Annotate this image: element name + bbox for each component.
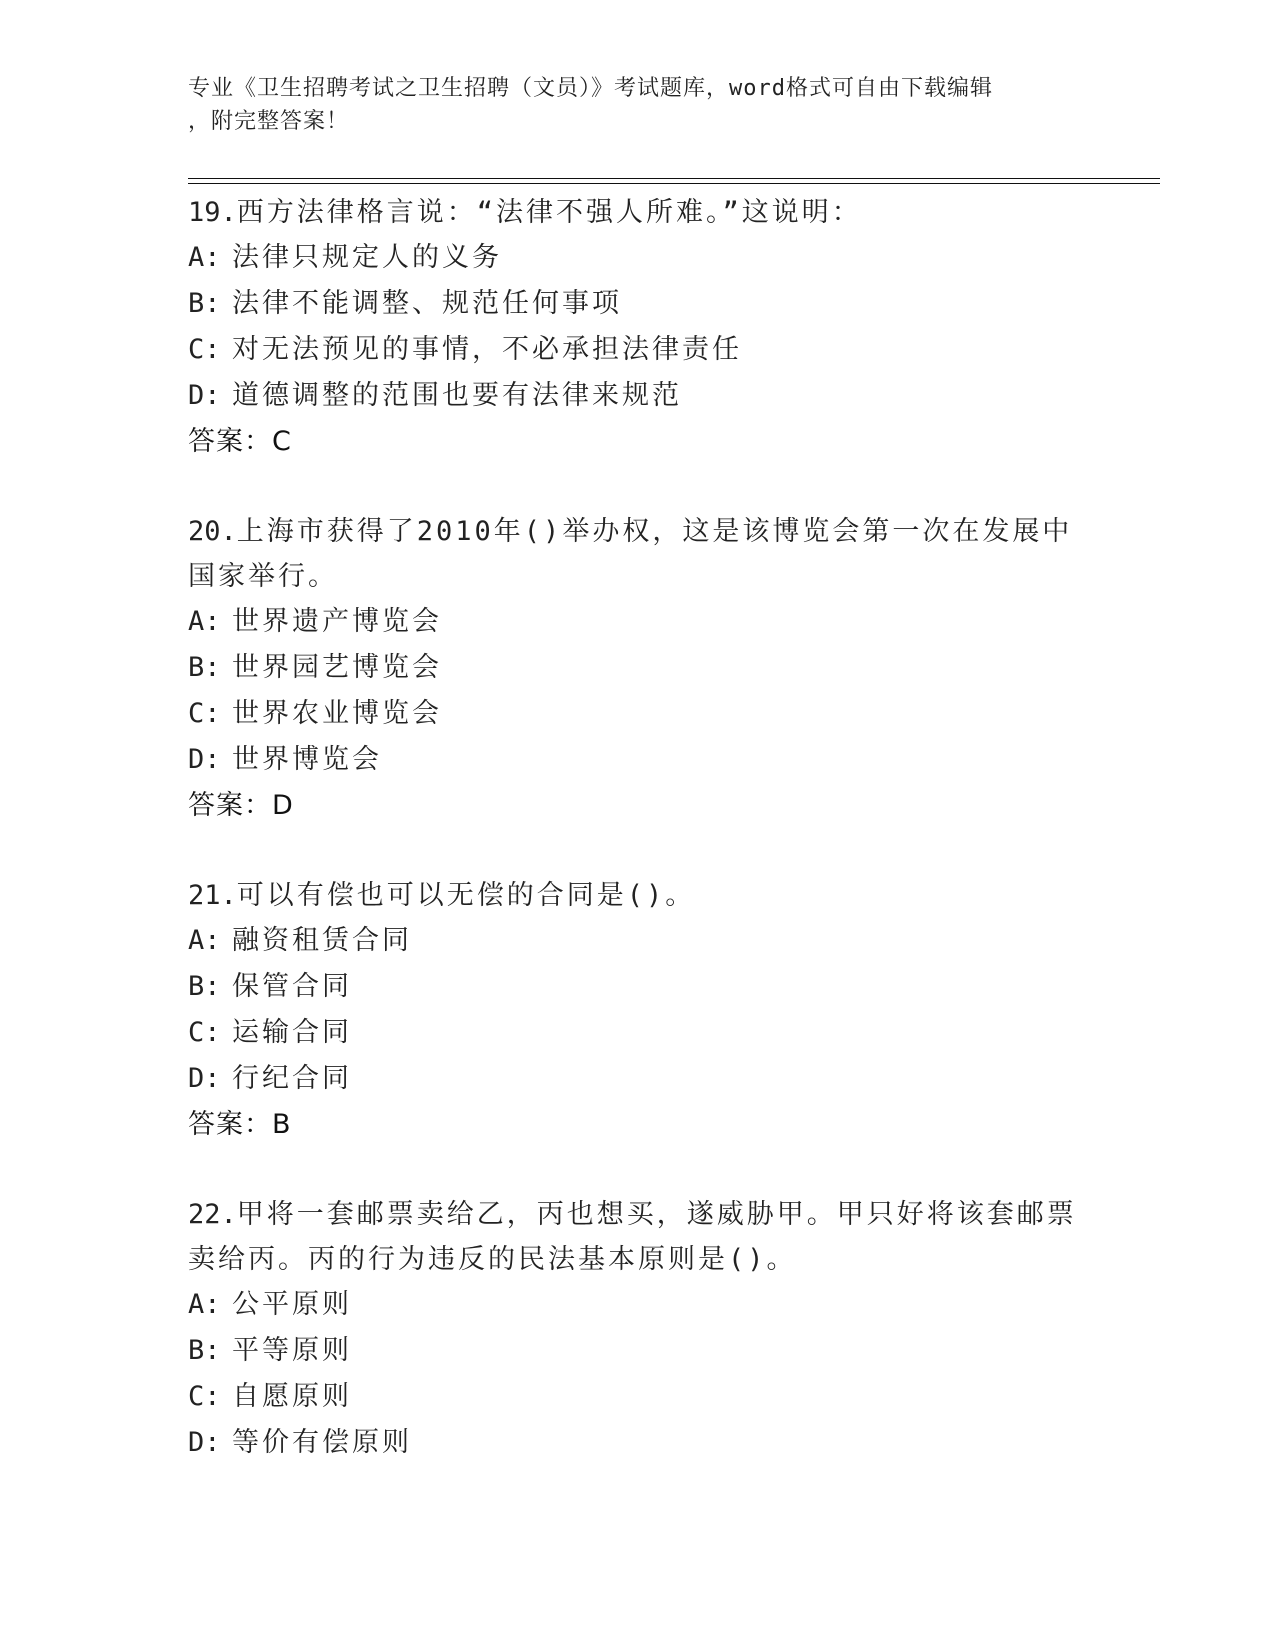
answer-line: 答案：C bbox=[188, 426, 292, 457]
option-text: 世界农业博览会 bbox=[232, 698, 442, 729]
option-d bbox=[188, 1056, 1088, 1102]
question-number: 22. bbox=[188, 1199, 237, 1230]
option-text: 法律只规定人的义务 bbox=[232, 242, 502, 273]
question-stem: 可以有偿也可以无偿的合同是()。 bbox=[236, 880, 696, 911]
question-text bbox=[188, 1192, 1088, 1282]
question-list bbox=[188, 190, 1088, 1510]
option-b bbox=[188, 964, 1088, 1010]
option-key: B: bbox=[188, 1335, 221, 1366]
option-key: B: bbox=[188, 288, 221, 319]
option-b bbox=[188, 1328, 1088, 1374]
option-text: 保管合同 bbox=[232, 971, 352, 1002]
question-stem: 上海市获得了2010年()举办权，这是该博览会第一次在发展中国家举行。 bbox=[188, 516, 1073, 592]
option-key: D: bbox=[188, 1063, 221, 1094]
question-stem: 西方法律格言说：“法律不强人所难。”这说明： bbox=[236, 197, 862, 228]
option-key: C: bbox=[188, 334, 221, 365]
question-20 bbox=[188, 509, 1088, 829]
option-text: 道德调整的范围也要有法律来规范 bbox=[232, 380, 682, 411]
option-text: 对无法预见的事情，不必承担法律责任 bbox=[232, 334, 742, 365]
option-a bbox=[188, 1282, 1088, 1328]
option-text: 等价有偿原则 bbox=[232, 1427, 412, 1458]
option-text: 世界园艺博览会 bbox=[232, 652, 442, 683]
option-key: D: bbox=[188, 744, 221, 775]
answer-line: 答案：B bbox=[188, 1109, 292, 1140]
option-key: B: bbox=[188, 971, 221, 1002]
option-key: D: bbox=[188, 1427, 221, 1458]
question-number: 20. bbox=[188, 516, 237, 547]
option-d bbox=[188, 737, 1088, 783]
option-key: A: bbox=[188, 1289, 221, 1320]
header-line-1: 专业《卫生招聘考试之卫生招聘（文员）》考试题库，word格式可自由下载编辑 bbox=[188, 76, 993, 101]
option-b bbox=[188, 281, 1088, 327]
option-key: A: bbox=[188, 925, 221, 956]
document-header bbox=[188, 72, 1088, 138]
option-key: A: bbox=[188, 242, 221, 273]
answer-line: 答案：D bbox=[188, 790, 294, 821]
question-22 bbox=[188, 1192, 1088, 1466]
option-text: 自愿原则 bbox=[232, 1381, 352, 1412]
header-line-2: ，附完整答案！ bbox=[188, 109, 350, 134]
header-divider-bottom bbox=[188, 183, 1160, 184]
option-a bbox=[188, 235, 1088, 281]
question-text bbox=[188, 509, 1088, 599]
question-number: 19. bbox=[188, 197, 237, 228]
option-c bbox=[188, 327, 1088, 373]
option-text: 平等原则 bbox=[232, 1335, 352, 1366]
question-19 bbox=[188, 190, 1088, 465]
option-key: D: bbox=[188, 380, 221, 411]
option-d bbox=[188, 1420, 1088, 1466]
option-c bbox=[188, 691, 1088, 737]
question-text bbox=[188, 190, 1088, 235]
option-c bbox=[188, 1010, 1088, 1056]
question-21 bbox=[188, 873, 1088, 1148]
option-a bbox=[188, 599, 1088, 645]
option-key: B: bbox=[188, 652, 221, 683]
question-text bbox=[188, 873, 1088, 918]
option-text: 法律不能调整、规范任何事项 bbox=[232, 288, 622, 319]
header-divider-top bbox=[188, 178, 1160, 179]
option-key: A: bbox=[188, 606, 221, 637]
option-text: 运输合同 bbox=[232, 1017, 352, 1048]
option-key: C: bbox=[188, 1381, 221, 1412]
option-key: C: bbox=[188, 1017, 221, 1048]
option-text: 世界遗产博览会 bbox=[232, 606, 442, 637]
option-key: C: bbox=[188, 698, 221, 729]
option-text: 公平原则 bbox=[232, 1289, 352, 1320]
option-d bbox=[188, 373, 1088, 419]
option-text: 世界博览会 bbox=[232, 744, 382, 775]
option-b bbox=[188, 645, 1088, 691]
question-number: 21. bbox=[188, 880, 237, 911]
option-c bbox=[188, 1374, 1088, 1420]
option-text: 行纪合同 bbox=[232, 1063, 352, 1094]
question-stem: 甲将一套邮票卖给乙，丙也想买，遂威胁甲。甲只好将该套邮票卖给丙。丙的行为违反的民法基本原则是()。 bbox=[188, 1199, 1077, 1275]
option-text: 融资租赁合同 bbox=[232, 925, 412, 956]
option-a bbox=[188, 918, 1088, 964]
